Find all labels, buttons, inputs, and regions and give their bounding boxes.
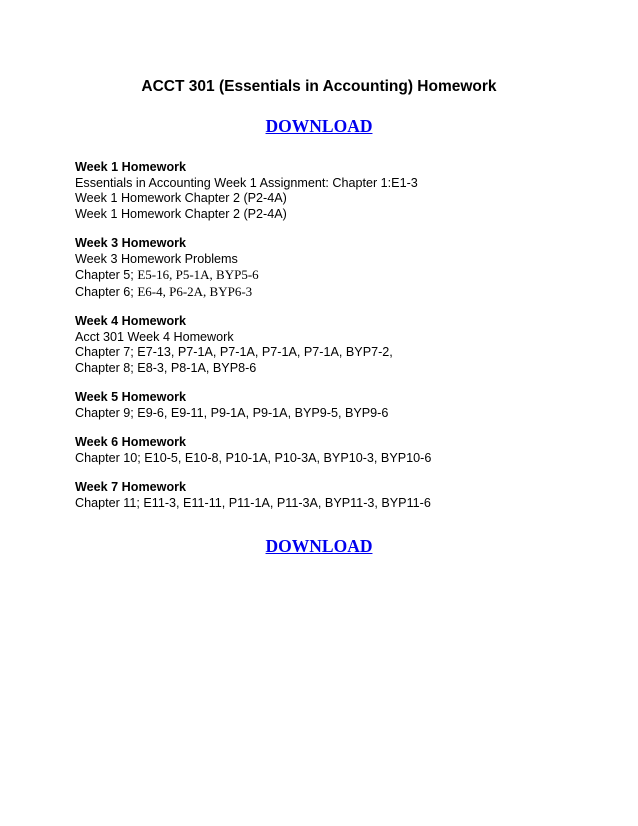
download-link-top[interactable]: DOWNLOAD [265, 116, 373, 136]
week-6-section [75, 435, 615, 466]
week-1-section [75, 160, 615, 222]
section-line: Chapter 8; E8-3, P8-1A, BYP8-6 [75, 360, 257, 375]
section-line: Chapter 9; E9-6, E9-11, P9-1A, P9-1A, BYP9-5, BYP9-6 [75, 405, 389, 420]
week-7-section [75, 480, 615, 511]
week-3-section [75, 236, 615, 300]
chapter-problems: E6-4, P6-2A, BYP6-3 [137, 283, 253, 299]
section-heading: Week 3 Homework [75, 236, 187, 250]
section-line: Week 1 Homework Chapter 2 (P2-4A) [75, 206, 287, 221]
section-line: Week 1 Homework Chapter 2 (P2-4A) [75, 191, 287, 205]
section-line: Chapter 10; E10-5, E10-8, P10-1A, P10-3A, BYP10-3, BYP10-6 [75, 450, 432, 465]
section-line-mixed [75, 284, 615, 301]
section-line: Acct 301 Week 4 Homework [75, 329, 234, 344]
week-4-section [75, 314, 615, 376]
download-link-bottom[interactable]: DOWNLOAD [265, 536, 373, 556]
section-heading: Week 7 Homework [75, 480, 187, 494]
section-line: Week 3 Homework Problems [75, 251, 238, 266]
chapter-prefix: Chapter 5; [75, 268, 138, 282]
chapter-prefix: Chapter 6; [75, 284, 138, 299]
section-line-mixed [75, 267, 615, 284]
section-line: Chapter 7; E7-13, P7-1A, P7-1A, P7-1A, P7-1A, BYP7-2, [75, 345, 393, 359]
homework-list [75, 160, 615, 525]
section-line: Essentials in Accounting Week 1 Assignment: Chapter 1:E1-3 [75, 175, 418, 190]
section-heading: Week 6 Homework [75, 435, 187, 449]
section-heading: Week 1 Homework [75, 160, 187, 174]
week-5-section [75, 390, 615, 421]
chapter-problems: E5-16, P5-1A, BYP5-6 [137, 267, 259, 282]
section-heading: Week 5 Homework [75, 390, 187, 404]
document-title: ACCT 301 (Essentials in Accounting) Homework [141, 78, 497, 95]
section-line: Chapter 11; E11-3, E11-11, P11-1A, P11-3A, BYP11-3, BYP11-6 [75, 495, 431, 510]
section-heading: Week 4 Homework [75, 314, 187, 328]
